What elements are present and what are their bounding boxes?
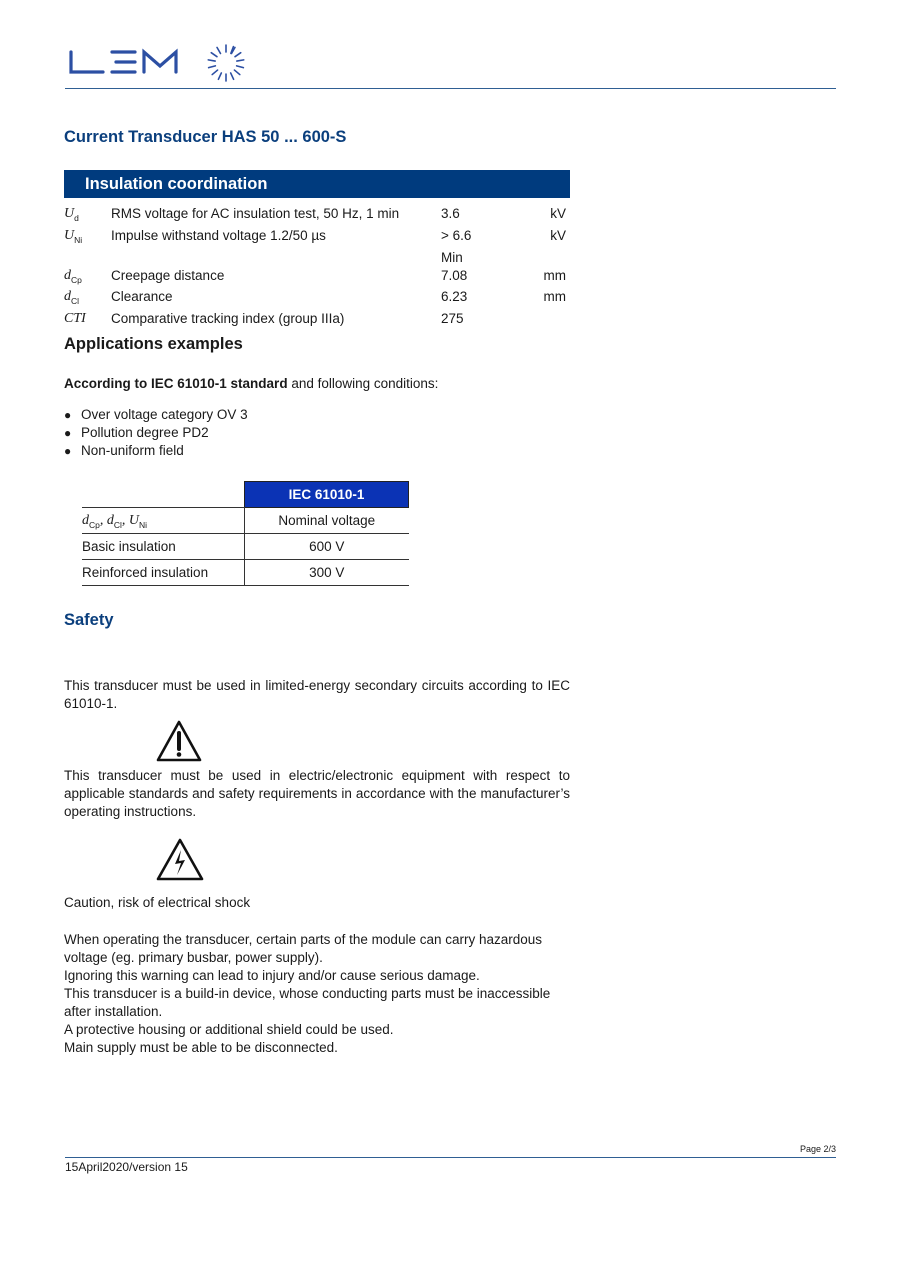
parameter-cell: Creepage distance xyxy=(111,267,225,283)
parameter-cell: Impulse withstand voltage 1.2/50 µs xyxy=(111,227,326,243)
bullet-icon: ● xyxy=(64,426,72,440)
symbol-cell: CTI xyxy=(64,311,86,327)
header-divider xyxy=(65,88,836,89)
table-row xyxy=(64,249,570,267)
value-cell: 275 xyxy=(441,311,464,327)
table-row xyxy=(64,227,570,249)
parameter-cell: Clearance xyxy=(111,289,173,305)
safety-line: voltage (eg. primary busbar, power supply). xyxy=(64,950,323,965)
list-item: ● Non-uniform field xyxy=(64,443,184,458)
warning-triangle-icon xyxy=(156,720,202,767)
bullet-icon: ● xyxy=(64,408,72,422)
symbol-cell: $U_d$ xyxy=(64,206,79,223)
parameter-cell xyxy=(111,249,441,267)
parameter-cell: RMS voltage for AC insulation test, 50 Hz, 1 min xyxy=(111,206,400,221)
table-cell: Nominal voltage xyxy=(245,508,409,534)
table-row xyxy=(82,560,409,586)
table-cell: 300 V xyxy=(245,560,409,586)
unit-cell xyxy=(521,310,570,332)
symbol-cell: $d_{Cp}$ xyxy=(64,267,82,285)
conditions-list xyxy=(64,406,248,460)
symbol-cell: $U_{Ni}$ xyxy=(64,227,83,245)
iec-table xyxy=(82,481,409,586)
footer-divider xyxy=(65,1157,836,1158)
intro-bold: According to IEC 61010-1 standard xyxy=(64,376,288,391)
unit-cell: kV xyxy=(550,206,566,221)
table-row xyxy=(82,482,409,508)
footer-date: 15April2020/version 15 xyxy=(65,1160,188,1174)
safety-line: Ignoring this warning can lead to injury and/or cause serious damage. xyxy=(64,968,480,983)
safety-line: Main supply must be able to be disconnected. xyxy=(64,1040,338,1055)
document-title: Current Transducer HAS 50 ... 600-S xyxy=(64,128,347,146)
lem-logo xyxy=(68,42,258,86)
safety-paragraph-2: This transducer must be used in electric/electronic equipment with respect to applicable standards and safety requirements in accordance with the manufacturer’s operating instructions. xyxy=(64,768,570,819)
unit-cell: mm xyxy=(543,267,566,283)
safety-line: A protective housing or additional shield could be used. xyxy=(64,1022,394,1037)
safety-paragraph-1: This transducer must be used in limited-energy secondary circuits according to IEC 61010-1. xyxy=(64,678,570,711)
safety-details xyxy=(64,931,570,1057)
table-cell xyxy=(82,508,245,534)
insulation-table xyxy=(64,205,570,332)
table-row xyxy=(64,310,570,332)
insulation-heading: Insulation coordination xyxy=(64,170,570,198)
table-cell: Basic insulation xyxy=(82,534,245,560)
value-cell: 6.23 xyxy=(441,289,468,305)
list-item: ● Pollution degree PD2 xyxy=(64,425,209,440)
intro-rest: and following conditions: xyxy=(287,376,439,391)
symbol-label: $d_{Cp}$, $d_{Cl}$, $U_{Ni}$ xyxy=(82,512,148,530)
safety-line: When operating the transducer, certain parts of the module can carry hazardous xyxy=(64,932,543,947)
electric-shock-icon xyxy=(156,838,204,886)
lem-logo-graphic xyxy=(68,42,258,86)
bullet-icon: ● xyxy=(64,444,72,458)
unit-cell: kV xyxy=(550,227,566,243)
applications-heading: Applications examples xyxy=(64,335,243,353)
value-cell: Min xyxy=(441,249,463,265)
iec-table-header: IEC 61010-1 xyxy=(245,482,409,508)
table-cell: 600 V xyxy=(245,534,409,560)
table-cell xyxy=(82,482,245,508)
safety-heading: Safety xyxy=(64,611,114,629)
symbol-cell: $d_{Cl}$ xyxy=(64,289,80,307)
safety-line: This transducer is a build-in device, whose conducting parts must be inaccessible xyxy=(64,986,551,1001)
value-cell: 3.6 xyxy=(441,206,460,221)
safety-line: after installation. xyxy=(64,1004,163,1019)
symbol-cell xyxy=(64,249,111,267)
table-cell: Reinforced insulation xyxy=(82,560,245,586)
parameter-cell: Comparative tracking index (group IIIa) xyxy=(111,311,345,327)
unit-cell: mm xyxy=(543,289,566,305)
applications-intro xyxy=(64,376,438,391)
value-cell: > 6.6 xyxy=(441,227,472,243)
table-row xyxy=(64,205,570,227)
list-item: ● Over voltage category OV 3 xyxy=(64,407,248,422)
caution-text: Caution, risk of electrical shock xyxy=(64,895,251,910)
value-cell: 7.08 xyxy=(441,267,468,283)
table-row xyxy=(64,288,570,310)
unit-cell xyxy=(521,249,570,267)
table-row xyxy=(82,508,409,534)
table-row xyxy=(64,267,570,289)
page-number: Page 2/3 xyxy=(799,1144,836,1154)
table-row xyxy=(82,534,409,560)
